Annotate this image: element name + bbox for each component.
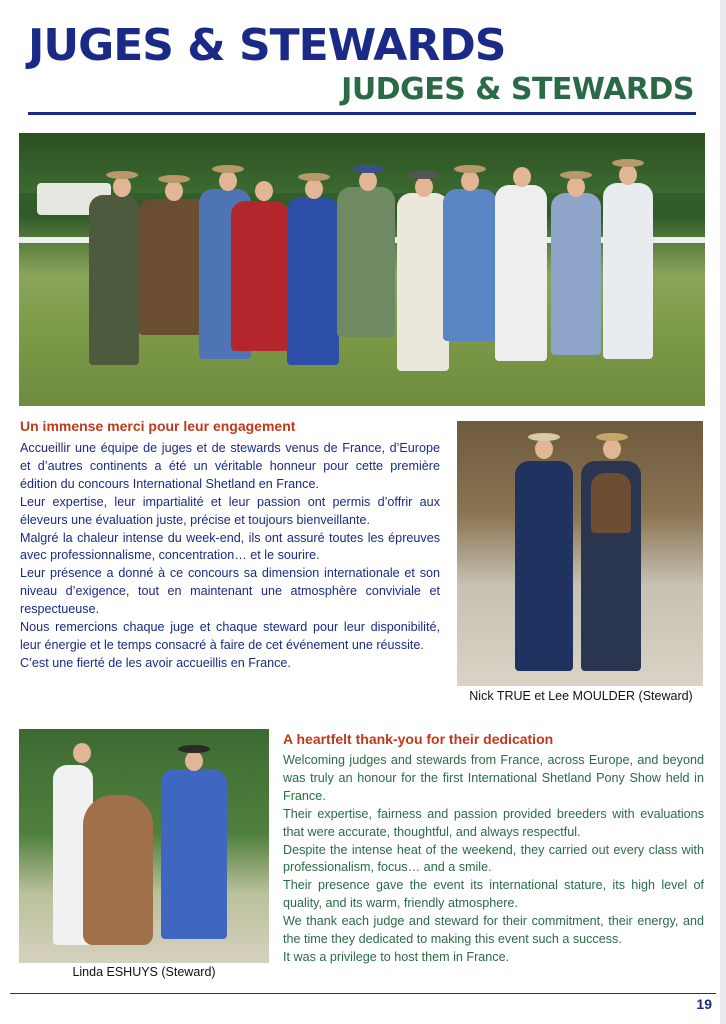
steward-photo	[19, 729, 269, 963]
hat	[560, 171, 592, 179]
paragraph: Accueillir une équipe de juges et de stewards venus de France, d’Europe et d’autres continents a été un véritable honneur pour cette première édition du concours International Shetland en France.	[20, 441, 440, 491]
figure	[443, 189, 497, 341]
paragraph: Welcoming judges and stewards from France, across Europe, and beyond was truly an honour for the first International Shetland Pony Show held in France.	[283, 753, 704, 803]
paragraph: It was a privilege to host them in France.	[283, 949, 510, 964]
paragraph: Leur présence a donné à ce concours sa dimension internationale et son niveau d’exigence, tout en maintenant une atmosphère conviviale et respectueuse.	[20, 566, 440, 617]
page-number: 19	[696, 996, 712, 1012]
article-body-fr	[20, 440, 440, 673]
paragraph: Their expertise, fairness and passion provided breeders with evaluations that were accurate, thoughtful, and always respectful.	[283, 806, 704, 839]
figure	[591, 473, 631, 533]
paragraph: C’est une fierté de les avoir accueillis en France.	[20, 655, 291, 670]
photo-caption: Linda ESHUYS (Steward)	[72, 965, 216, 979]
hat	[612, 159, 644, 167]
figure	[287, 197, 339, 365]
hat	[408, 171, 440, 179]
paragraph: Malgré la chaleur intense du week-end, ils ont assuré toutes les épreuves avec professionnalisme, concentration… et le sourire.	[20, 530, 440, 563]
paragraph: Despite the intense heat of the weekend, they carried out every class with professionalism, focus… and a smile.	[283, 842, 704, 875]
page-edge	[720, 0, 726, 1024]
figure	[89, 195, 139, 365]
figure	[161, 769, 227, 939]
pony	[83, 795, 153, 945]
figure	[495, 185, 547, 361]
page-title-en: JUDGES & STEWARDS	[341, 72, 694, 107]
section-heading-fr: Un immense merci pour leur engagement	[20, 418, 296, 434]
hat	[596, 433, 628, 441]
hat	[212, 165, 244, 173]
paragraph: We thank each judge and steward for their commitment, their energy, and the time they dedicated to making this event such a success.	[283, 914, 704, 947]
article-body-en	[283, 752, 704, 967]
hat	[352, 165, 384, 173]
group-photo	[19, 133, 705, 406]
paragraph: Leur expertise, leur impartialité et leur passion ont permis d’offrir aux éleveurs une évaluation juste, précise et toujours bienveillante.	[20, 494, 440, 527]
figure	[337, 187, 395, 337]
paragraph: Their presence gave the event its international stature, its high level of quality, and its warm, friendly atmosphere.	[283, 878, 704, 911]
page-title-fr: JUGES & STEWARDS	[28, 20, 506, 71]
section-heading-en: A heartfelt thank-you for their dedication	[283, 731, 554, 747]
photo-caption: Nick TRUE et Lee MOULDER (Steward)	[469, 689, 693, 703]
judges-photo	[457, 421, 703, 686]
title-divider	[28, 112, 696, 115]
figure	[515, 461, 573, 671]
figure	[231, 201, 289, 351]
footer-divider	[10, 993, 716, 994]
hat	[298, 173, 330, 181]
figure	[603, 183, 653, 359]
figure	[397, 193, 449, 371]
hat	[454, 165, 486, 173]
paragraph: Nous remercions chaque juge et chaque steward pour leur disponibilité, leur énergie et le temps consacré à faire de cet événement une réussite.	[20, 620, 440, 652]
hat	[158, 175, 190, 183]
hat	[178, 745, 210, 753]
hat	[106, 171, 138, 179]
hat	[528, 433, 560, 441]
figure	[551, 193, 601, 355]
